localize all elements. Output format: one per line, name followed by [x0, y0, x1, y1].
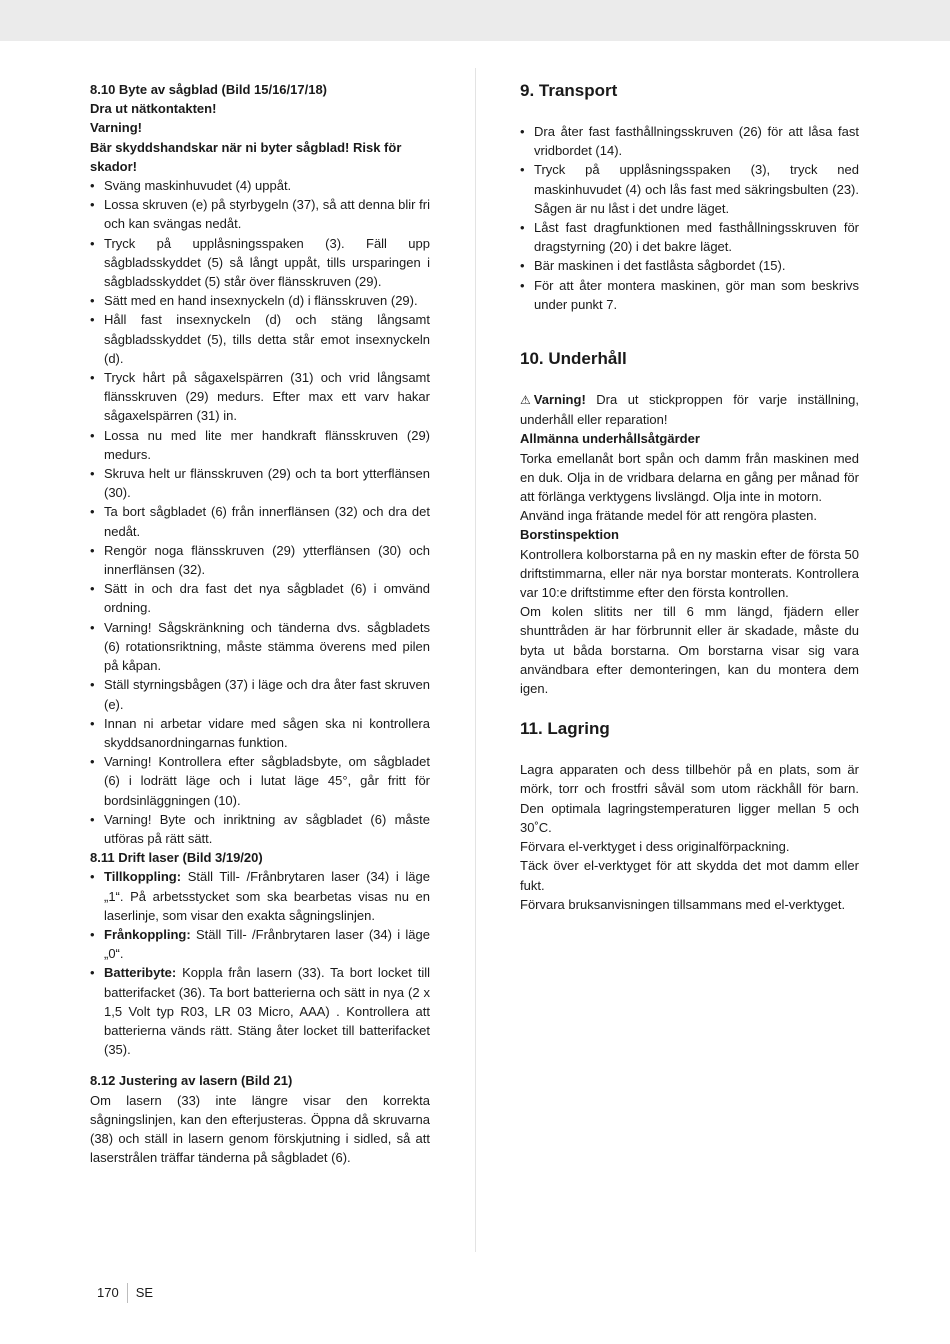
item-text: Ställ Till- /Frånbrytaren laser (34) i läge „1“. På arbetsstycket som ska bearbetas visas nu en laserlinje, som visar den exakta sågningslinjen. — [104, 869, 430, 923]
list-item: • Låst fast dragfunktionen med fasthållningsskruven för dragstyrning (20) i det bakre läget. — [520, 218, 859, 256]
warning-label: Varning! — [533, 392, 586, 408]
top-bar — [0, 0, 950, 41]
paragraph: Om kolen slitits ner till 6 mm längd, fjädern eller shunttråden är har förbrunnit eller är skadade, måste du byta ut båda borstarna. Om borstarna visar sig vara användbara efter demonteringen, kan du montera dem igen. — [520, 604, 859, 697]
item-label: Frånkoppling: — [104, 926, 191, 942]
paragraph: Lagra apparaten och dess tillbehör på en plats, som är mörk, torr och frostfri såväl som utom räckhåll för barn. Den optimala lagringstemperaturen ligger mellan 5 och 30˚C. — [520, 762, 859, 835]
list-item: • Sväng maskinhuvudet (4) uppåt. — [90, 176, 430, 195]
left-column — [90, 80, 430, 1167]
laser-adjust-text: Om lasern (33) inte längre visar den korrekta sågningslinjen, kan den efterjusteras. Öppna då skruvarna (38) och ställ in lasern genom förskjutning i sidled, så att laserstrålen träffar tänderna på sågbladet (6). — [90, 1092, 430, 1166]
right-column — [520, 80, 859, 914]
section-8-11-heading: 8.11 Drift laser (Bild 3/19/20) — [90, 850, 263, 866]
list-item: • Tryck hårt på sågaxelspärren (31) och vrid långsamt flänsskruven (29) medurs. Efter max ett varv hakar sågaxelspärren (31) in. — [90, 368, 430, 426]
section-9-heading: 9. Transport — [520, 81, 618, 100]
item-text: Ställ Till- /Frånbrytaren laser (34) i läge „0“. — [104, 926, 430, 962]
list-item: • Varning! Byte och inriktning av sågbladet (6) måste utföras på rätt sätt. — [90, 810, 430, 848]
warning-triangle-icon: ⚠ — [520, 393, 531, 408]
warning-text: Dra ut stickproppen för varje inställning, underhåll eller reparation! — [520, 392, 859, 428]
list-item: • Skruva helt ur flänsskruven (29) och ta bort ytterflänsen (30). — [90, 464, 430, 502]
brush-inspection-heading: Borstinspektion — [520, 527, 619, 543]
list-item: • Ställ styrningsbågen (37) i läge och dra åter fast skruven (e). — [90, 675, 430, 713]
paragraph: Förvara bruksanvisningen tillsammans med el-verktyget. — [520, 896, 846, 912]
list-item: • För att åter montera maskinen, gör man som beskrivs under punkt 7. — [520, 276, 859, 314]
list-item: • Håll fast insexnyckeln (d) och stäng långsamt sågbladsskyddet (5), tills detta står emot insexnyckeln (d). — [90, 310, 430, 368]
list-item — [90, 867, 430, 925]
list-item: • Sätt med en hand insexnyckeln (d) i flänsskruven (29). — [90, 291, 430, 310]
unplug-notice: Dra ut nätkontakten! — [90, 101, 217, 117]
section-10-heading: 10. Underhåll — [520, 349, 627, 369]
list-item: • Rengör noga flänsskruven (29) ytterflänsen (30) och innerflänsen (32). — [90, 541, 430, 579]
paragraph: Torka emellanåt bort spån och damm från maskinen med en duk. Olja in de vridbara delarna en gång per månad för att förlänga verktygens livslängd. Olja inte in motorn. — [520, 450, 859, 505]
list-item: • Varning! Kontrollera efter sågbladsbyte, om sågbladet (6) i lodrätt läge och i lutat läge 45°, går fritt för bordsinläggningen (10). — [90, 752, 430, 810]
list-item: • Lossa nu med lite mer handkraft flänsskruven (29) medurs. — [90, 426, 430, 464]
blade-change-steps — [90, 176, 430, 848]
list-item: • Lossa skruven (e) på styrbygeln (37), så att denna blir fri och kan svängas nedåt. — [90, 195, 430, 233]
list-item: • Sätt in och dra fast det nya sågbladet (6) i omvänd ordning. — [90, 579, 430, 617]
list-item: • Dra åter fast fasthållningsskruven (26) för att låsa fast vridbordet (14). — [520, 122, 859, 160]
list-item: • Varning! Sågskränkning och tänderna dvs. sågbladets (6) rotationsriktning, måste stämma överens med pilen på kåpan. — [90, 618, 430, 676]
section-8-10-heading: 8.10 Byte av sågblad (Bild 15/16/17/18) — [90, 82, 328, 97]
paragraph: Förvara el-verktyget i dess originalförpackning. — [520, 839, 790, 855]
paragraph: Använd inga frätande medel för att rengöra plasten. — [520, 508, 818, 524]
item-label: Tillkoppling: — [104, 869, 182, 885]
warning-label: Varning! — [90, 120, 143, 136]
list-item: • Bär maskinen i det fastlåsta sågbordet (15). — [520, 256, 859, 275]
item-text: Koppla från lasern (33). Ta bort locket till batterifacket (36). Ta bort batterierna och sätt in nya (2 x 1,5 Volt typ R03, LR 03 Micro, AAA) . Kontrollera att batterierna vänds rätt. Stäng åter locket till batterifacket (35). — [104, 965, 430, 1058]
list-item: • Tryck på upplåsningsspaken (3). Fäll upp sågbladsskyddet (5) så långt uppåt, tills ursparingen i sågbladsskyddet (5) står över flänsskruven (29). — [90, 234, 430, 292]
gloves-warning: Bär skyddshandskar när ni byter sågblad! Risk för skador! — [90, 139, 402, 174]
language-code: SE — [135, 1285, 154, 1300]
item-label: Batteribyte: — [104, 965, 177, 981]
list-item — [90, 925, 430, 963]
list-item: • Innan ni arbetar vidare med sågen ska ni kontrollera skyddsanordningarnas funktion. — [90, 714, 430, 752]
list-item — [90, 963, 430, 1059]
general-maintenance-heading: Allmänna underhållsåtgärder — [520, 431, 700, 447]
paragraph: Täck över el-verktyget för att skydda det mot damm eller fukt. — [520, 858, 859, 893]
list-item: • Tryck på upplåsningsspaken (3), tryck ned maskinhuvudet (4) och lås fast med säkringsbulten (23). Sågen är nu låst i det undre läget. — [520, 160, 859, 218]
page-footer — [97, 1283, 153, 1303]
page-number: 170 — [97, 1283, 128, 1303]
section-8-12-heading: 8.12 Justering av lasern (Bild 21) — [90, 1073, 293, 1089]
laser-operation-steps — [90, 867, 430, 1059]
paragraph: Kontrollera kolborstarna på en ny maskin efter de första 50 driftstimmarna, eller när nya borstar monterats. Kontrollera var 10:e driftstimme efter den första kontrollen. — [520, 546, 859, 601]
list-item: • Ta bort sågbladet (6) från innerflänsen (32) och dra det nedåt. — [90, 502, 430, 540]
transport-steps — [520, 122, 859, 314]
section-11-heading: 11. Lagring — [520, 719, 610, 739]
maintenance-warning — [520, 390, 859, 429]
column-divider — [475, 68, 476, 1252]
